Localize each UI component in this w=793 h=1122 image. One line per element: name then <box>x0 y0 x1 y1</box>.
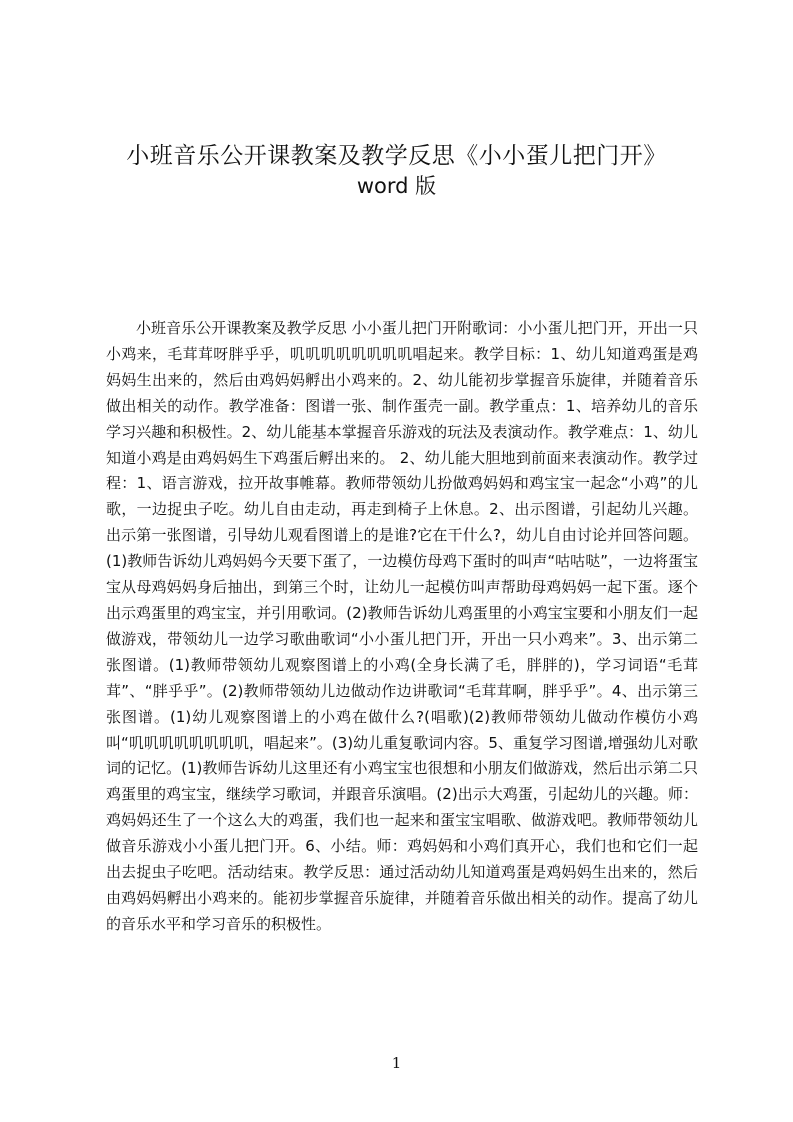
document-title <box>0 140 793 200</box>
page-number: 1 <box>391 1054 402 1072</box>
body-paragraph: 小班音乐公开课教案及教学反思 小小蛋儿把门开附歌词：小小蛋儿把门开，开出一只小鸡来，毛茸茸呀胖乎乎，叽叽叽叽叽叽叽叽唱起来。教学目标：1、幼儿知道鸡蛋是鸡妈妈生出来的，然后由鸡妈妈孵出小鸡来的。2、幼儿能初步掌握音乐旋律，并随着音乐做出相关的动作。教学准备：图谱一张、制作蛋壳一副。教学重点：1、培养幼儿的音乐学习兴趣和积极性。2、幼儿能基本掌握音乐游戏的玩法及表演动作。教学难点：1、幼儿知道小鸡是由鸡妈妈生下鸡蛋后孵出来的。 2、幼儿能大胆地到前面来表演动作。教学过程：1、语言游戏，拉开故事帷幕。教师带领幼儿扮做鸡妈妈和鸡宝宝一起念“小鸡”的儿歌，一边捉虫子吃。幼儿自由走动，再走到椅子上休息。2、出示图谱，引起幼儿兴趣。出示第一张图谱，引导幼儿观看图谱上的是谁?它在干什么?，幼儿自由讨论并回答问题。(1)教师告诉幼儿鸡妈妈今天要下蛋了，一边模仿母鸡下蛋时的叫声“咕咕哒”，一边将蛋宝宝从母鸡妈妈身后抽出，到第三个时，让幼儿一起模仿叫声帮助母鸡妈妈一起下蛋。逐个出示鸡蛋里的鸡宝宝，并引用歌词。(2)教师告诉幼儿鸡蛋里的小鸡宝宝要和小朋友们一起做游戏，带领幼儿一边学习歌曲歌词“小小蛋儿把门开，开出一只小鸡来”。3、出示第二张图谱。(1)教师带领幼儿观察图谱上的小鸡(全身长满了毛，胖胖的)，学习词语“毛茸茸”、“胖乎乎”。(2)教师带领幼儿边做动作边讲歌词“毛茸茸啊，胖乎乎”。4、出示第三张图谱。(1)幼儿观察图谱上的小鸡在做什么?(唱歌)(2)教师带领幼儿做动作模仿小鸡叫“叽叽叽叽叽叽叽叽，唱起来”。(3)幼儿重复歌词内容。5、重复学习图谱,增强幼儿对歌词的记忆。(1)教师告诉幼儿这里还有小鸡宝宝也很想和小朋友们做游戏，然后出示第二只鸡蛋里的鸡宝宝，继续学习歌词，并跟音乐演唱。(2)出示大鸡蛋，引起幼儿的兴趣。师：鸡妈妈还生了一个这么大的鸡蛋，我们也一起来和蛋宝宝唱歌、做游戏吧。教师带领幼儿做音乐游戏小小蛋儿把门开。6、小结。师：鸡妈妈和小鸡们真开心，我们也和它们一起出去捉虫子吃吧。活动结束。教学反思：通过活动幼儿知道鸡蛋是鸡妈妈生出来的，然后由鸡妈妈孵出小鸡来的。能初步掌握音乐旋律，并随着音乐做出相关的动作。提高了幼儿的音乐水平和学习音乐的积极性。 <box>106 319 698 933</box>
title-line-1: 小班音乐公开课教案及教学反思《小小蛋儿把门开》 <box>126 143 667 169</box>
title-line-2: word 版 <box>356 174 437 198</box>
